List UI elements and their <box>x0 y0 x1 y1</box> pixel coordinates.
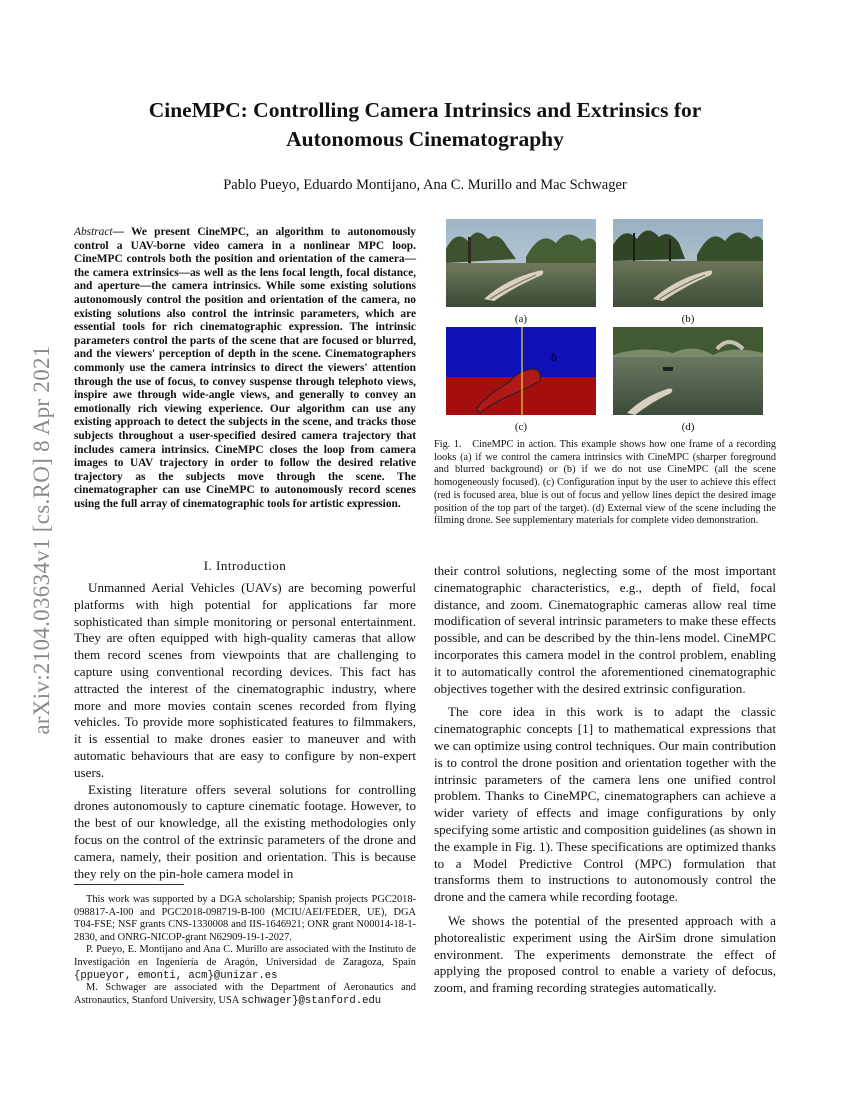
title-line-2: Autonomous Cinematography <box>286 127 564 151</box>
paragraph: Unmanned Aerial Vehicles (UAVs) are becoming powerful platforms with high potential for applications far more sophisticated than simple monitoring or personal entertainment. They are often equipped with high-quality cameras that allow them record scenes from viewpoints that are challenging to capture using conventional recording devices. This fact has attracted the interest of the cinematographic industry, where more and more movies contain scenes recorded from flying vehicles. To provide more sophisticated features to filmmakers, it is essential to make drones easier to maneuver and with automatic behaviours that are easy to configure by non-expert users. <box>74 580 416 780</box>
figure-panel-a-image <box>446 219 596 307</box>
paragraph: The core idea in this work is to adapt the classic cinematographic concepts [1] to mathematical expressions that we can optimize using control techniques. Our main contribution is to control the drone position and orientation together with the intrinsic parameters of the camera lens one unified control problem. Thanks to CineMPC, cinematographers can achieve a wider variety of effects and image configurations by only specifying some artistic and composition guidelines (as shown in the example in Fig. 1). These specifications are optimized thanks to a Model Predictive Control (MPC) formulation that transforms them to instructions to autonomously control the drone and the camera while recording footage. <box>434 704 776 905</box>
abstract <box>74 226 416 511</box>
figure-caption <box>434 439 776 528</box>
footnotes <box>74 894 416 1007</box>
affiliation-2-text: M. Schwager are associated with the Department of Aeronautics and Astronautics, Stanford University, USA <box>74 982 416 1006</box>
arxiv-stamp-text: arXiv:2104.03634v1 [cs.RO] 8 Apr 2021 <box>29 345 54 735</box>
defocus-area <box>446 327 596 377</box>
paper-title <box>60 96 790 154</box>
caption-lead: Fig. 1. <box>434 439 462 450</box>
paragraph: their control solutions, neglecting some of the most important cinematographic characteristics, e.g., depth of field, focal distance, and zoom. Cinematographic cameras allow real time modification of several intrinsic parameters to make these effects possible, and can be described by the thin-lens model. CineMPC incorporates this camera model in the control problem, enabling it to automatically control the aforementioned cinematographic objectives together with the desired extrinsic configuration. <box>434 563 776 696</box>
footnote-funding: This work was supported by a DGA scholarship; Spanish projects PGC2018-098817-A-I00 and PGC2018-098719-B-I00 (MCIU/AEI/FEDER, UE), DGA T04-FSE; NSF grants CNS-1330008 and IIS-1646921; ONR grant N00014-18-1-2830, and ONRG-NICOP-grant N62909-19-1-2027. <box>74 894 416 943</box>
abstract-lead: Abstract <box>74 226 113 238</box>
caption-text: CineMPC in action. This example shows how one frame of a recording looks (a) if we control the camera intrinsics with CineMPC (sharper foreground and blurred background) or (b) if we do not use CineMPC (all the scene homogeneously focused). (c) Configuration input by the user to achieve this effect (red is focused area, blue is out of focus and yellow lines depict the desired image position of the top part of the target). (d) External view of the scene including the filming drone. See supplementary materials for complete video demonstration. <box>434 439 777 527</box>
footnote-rule <box>74 884 184 885</box>
title-line-1: CineMPC: Controlling Camera Intrinsics and Extrinsics for <box>148 98 702 122</box>
figure-panel-label-d: (d) <box>681 421 695 433</box>
figure-panel-b-image <box>613 219 763 307</box>
drone-icon <box>663 367 673 371</box>
panel-c-marker: δ <box>551 353 558 364</box>
figure-panel-label-b: (b) <box>681 313 695 325</box>
abstract-text: — We present CineMPC, an algorithm to autonomously control a UAV-borne video camera in a nonlinear MPC loop. CineMPC controls both the position and orientation of the camera—the camera extrinsics—as well as the lens focal length, focal distance, and aperture—the camera intrinsics. While some existing solutions autonomously control the position and orientation of the camera, no existing solutions also control the intrinsic parameters, which are essential tools for rich cinematographic expression. The intrinsic parameters control the parts of the scene that are focused or blurred, and the viewers' perception of depth in the scene. Cinematographers commonly use the camera intrinsics to direct the viewers' attention through the use of focus, to convey suspense through telephoto views, inspire awe through wide-angle views, and generally to convey an emotionally rich viewing experience. Our algorithm can use any existing approach to detect the subjects in the scene, and tracks those subjects throughout a user-specified desired camera trajectory that includes camera intrinsics. CineMPC closes the loop from camera images to UAV trajectory in order to follow the desired relative trajectory as the subjects move through the scene. The cinematographer can use CineMPC to autonomously record scenes using the full array of cinematographic tools for artistic expression. <box>74 226 416 510</box>
figure-panel-label-c: (c) <box>514 421 528 433</box>
affiliation-1-email: {ppueyor, emonti, acm}@unizar.es <box>74 969 278 982</box>
footnote-affiliation-1 <box>74 944 416 982</box>
section-heading-introduction: I. Introduction <box>203 558 287 573</box>
figure-panel-c-image <box>446 327 596 415</box>
author-list: Pablo Pueyo, Eduardo Montijano, Ana C. Murillo and Mac Schwager <box>223 177 627 193</box>
affiliation-1-text: P. Pueyo, E. Montijano and Ana C. Murillo are associated with the Instituto de Investigación en Ingeniería de Aragón, Universidad de Zaragoza, Spain <box>74 944 416 968</box>
affiliation-2-email: schwager}@stanford.edu <box>241 994 382 1007</box>
paragraph: We shows the potential of the presented approach with a photorealistic experiment using the AirSim drone simulation environment. The experiments demonstrate the effect of applying the proposed control to enable a variety of defocus, zoom, and framing recording strategies automatically. <box>434 912 776 996</box>
arxiv-identifier-stamp <box>30 295 54 785</box>
figure-panel-d-image <box>613 327 763 415</box>
introduction-right-column <box>434 563 776 997</box>
introduction-left-column <box>74 580 416 882</box>
footnote-affiliation-2 <box>74 982 416 1007</box>
paragraph: Existing literature offers several solutions for controlling drones autonomously to capture cinematic footage. However, to the best of our knowledge, all the existing methodologies only focus on the control of the extrinsic parameters of the drone and camera, namely, their position and orientation. This is because they rely on the pin-hole camera model in <box>74 781 416 881</box>
figure-panel-label-a: (a) <box>514 313 528 325</box>
